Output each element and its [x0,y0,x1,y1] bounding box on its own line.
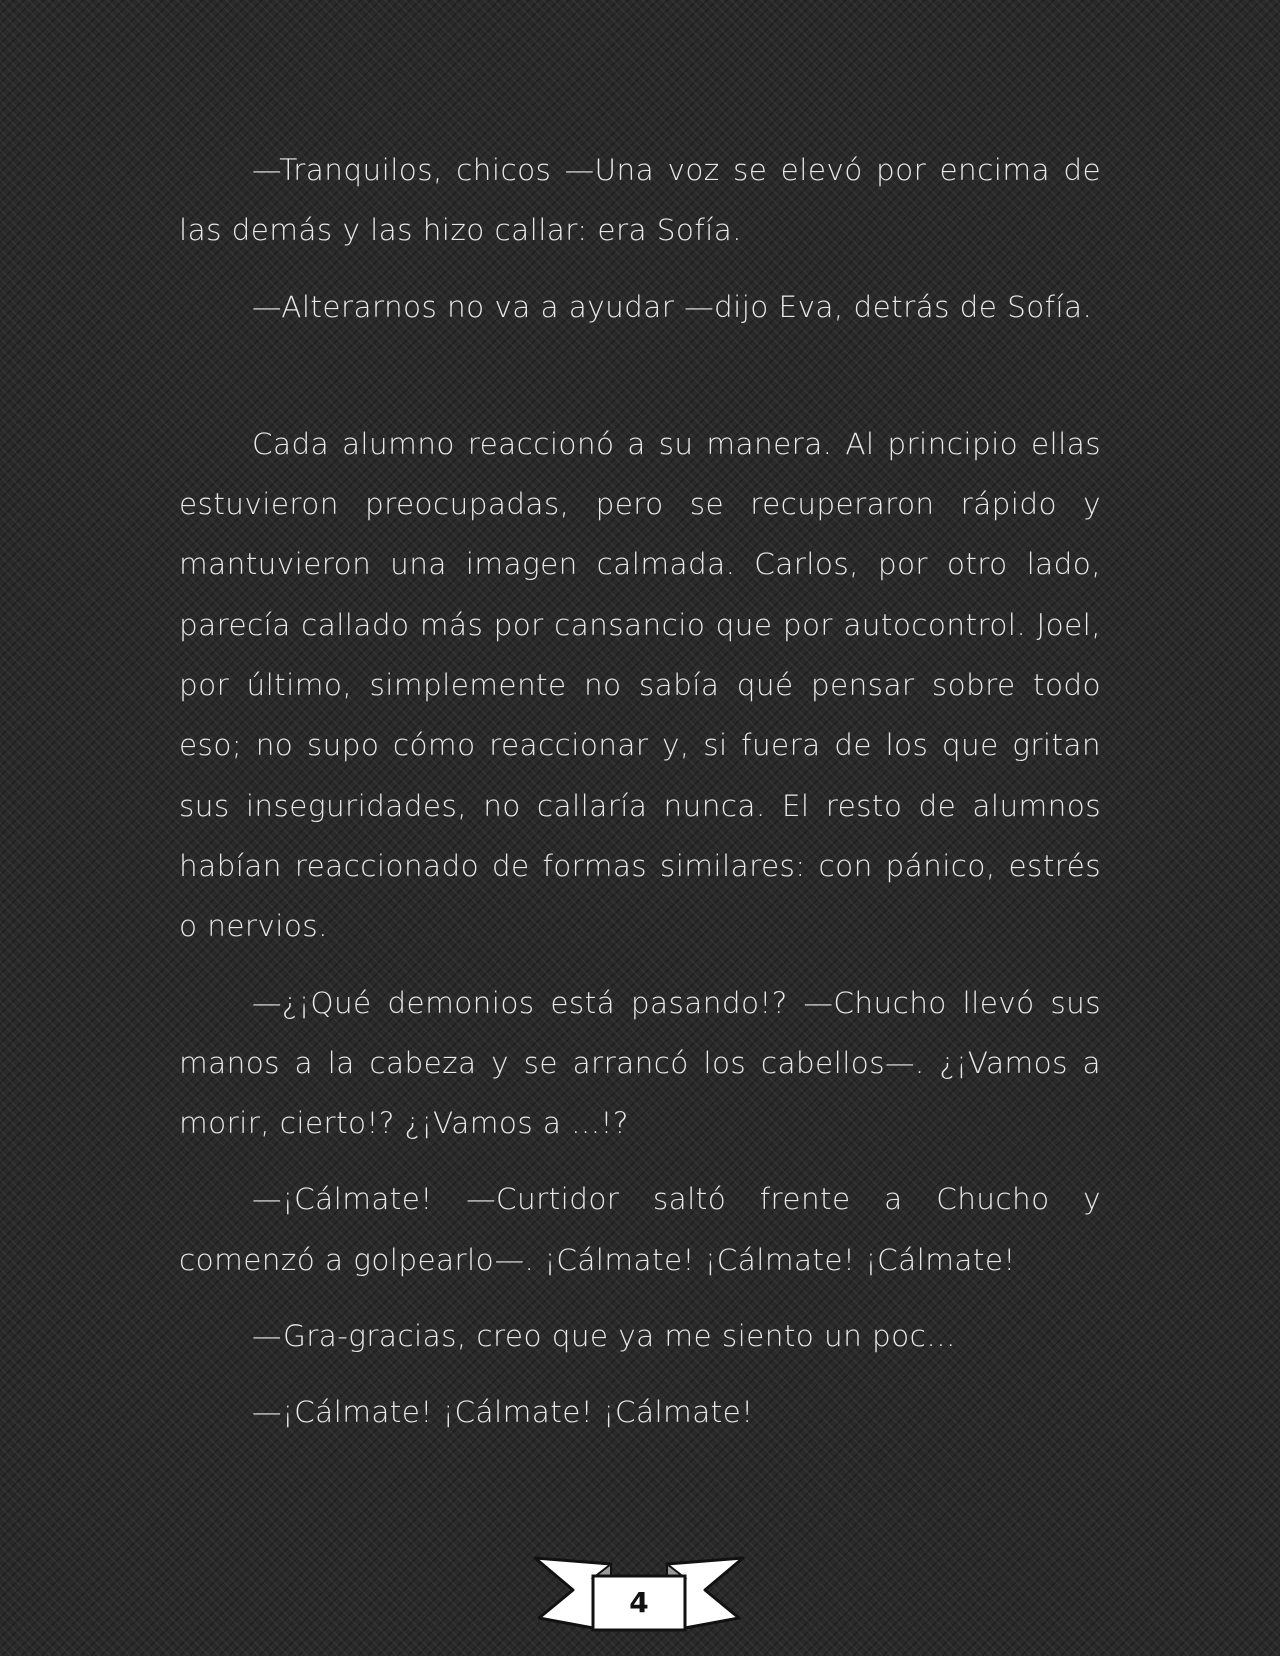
page-number: 4 [629,1586,649,1619]
paragraph-curtidor-speech: —¡Cálmate! —Curtidor saltó frente a Chucho y comenzó a golpearlo—. ¡Cálmate! ¡Cálmate! ¡Cálmate! [179,1182,1101,1277]
paragraph-eva-speech: —Alterarnos no va a ayudar —dijo Eva, detrás de Sofía. [252,289,1093,324]
paragraph-chucho-speech: —¿¡Qué demonios está pasando!? —Chucho llevó sus manos a la cabeza y se arrancó los cabellos—. ¿¡Vamos a morir, cierto!? ¿¡Vamos a ...!? [179,985,1101,1141]
page-body [179,140,1101,1443]
paragraph-spacer [179,957,1101,973]
page-number-ribbon [533,1548,745,1634]
paragraph-spacer [179,261,1101,277]
paragraph-chucho-reply: —Gra-gracias, creo que ya me siento un poc… [252,1319,957,1354]
paragraph-sofia-speech: —Tranquilos, chicos —Una voz se elevó por encima de las demás y las hizo callar: era Sofía. [179,153,1101,248]
paragraph-spacer [179,1153,1101,1169]
paragraph-narration: Cada alumno reaccionó a su manera. Al principio ellas estuvieron preocupadas, pero se recuperaron rápido y mantuvieron una imagen calmada. Carlos, por otro lado, parecía callado más por cansancio que por autocontrol. Joel, por último, simplemente no sabía qué pensar sobre todo eso; no supo cómo reaccionar y, si fuera de los que gritan sus inseguridades, no callaría nunca. El resto de alumnos habían reaccionado de formas similares: con pánico, estrés o nervios. [179,426,1101,944]
section-break [179,337,1101,414]
paragraph-spacer [179,1290,1101,1306]
paragraph-spacer [179,1366,1101,1382]
paragraph-curtidor-reply: —¡Cálmate! ¡Cálmate! ¡Cálmate! [252,1395,754,1430]
